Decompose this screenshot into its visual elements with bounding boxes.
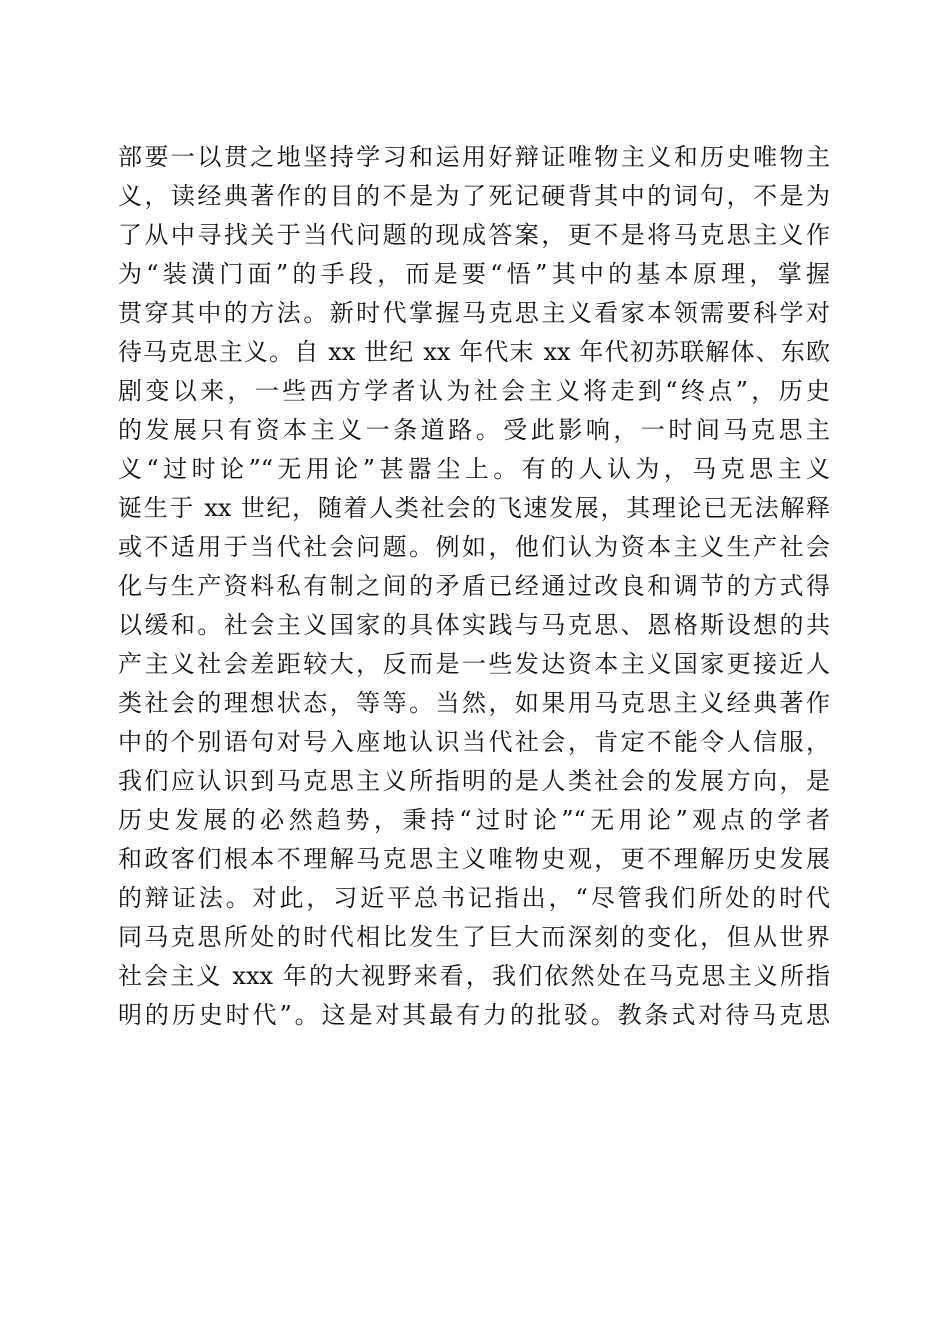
text-line: 明的历史时代”。这是对其最有力的批驳。教条式对待马克思: [118, 1001, 830, 1029]
text-line: 社会主义 xxx 年的大视野来看，我们依然处在马克思主义所指: [118, 962, 830, 990]
text-line: 贯穿其中的方法。新时代掌握马克思主义看家本领需要科学对: [118, 299, 830, 327]
text-line: 的辩证法。对此，习近平总书记指出，“尽管我们所处的时代: [118, 884, 830, 912]
body-paragraph: [118, 138, 830, 1035]
text-line: 的发展只有资本主义一条道路。受此影响，一时间马克思主: [118, 416, 830, 444]
text-line: 产主义社会差距较大，反而是一些发达资本主义国家更接近人: [118, 650, 830, 678]
text-line: 待马克思主义。自 xx 世纪 xx 年代末 xx 年代初苏联解体、东欧: [118, 338, 830, 366]
text-line: 部要一以贯之地坚持学习和运用好辩证唯物主义和历史唯物主: [118, 143, 830, 171]
text-line: 义，读经典著作的目的不是为了死记硬背其中的词句，不是为: [118, 182, 830, 210]
text-line: 类社会的理想状态，等等。当然，如果用马克思主义经典著作: [118, 689, 830, 717]
text-line: 或不适用于当代社会问题。例如，他们认为资本主义生产社会: [118, 533, 830, 561]
text-line: 诞生于 xx 世纪，随着人类社会的飞速发展，其理论已无法解释: [118, 494, 830, 522]
text-line: 了从中寻找关于当代问题的现成答案，更不是将马克思主义作: [118, 221, 830, 249]
text-line: 义“过时论”“无用论”甚嚣尘上。有的人认为，马克思主义: [118, 455, 830, 483]
text-line: 剧变以来，一些西方学者认为社会主义将走到“终点”，历史: [118, 377, 830, 405]
text-line: 以缓和。社会主义国家的具体实践与马克思、恩格斯设想的共: [118, 611, 830, 639]
text-line: 为“装潢门面”的手段，而是要“悟”其中的基本原理，掌握: [118, 260, 830, 288]
text-line: 中的个别语句对号入座地认识当代社会，肯定不能令人信服，: [118, 728, 830, 756]
text-line: 化与生产资料私有制之间的矛盾已经通过改良和调节的方式得: [118, 572, 830, 600]
text-line: 同马克思所处的时代相比发生了巨大而深刻的变化，但从世界: [118, 923, 830, 951]
text-line: 历史发展的必然趋势，秉持“过时论”“无用论”观点的学者: [118, 806, 830, 834]
text-line: 我们应认识到马克思主义所指明的是人类社会的发展方向，是: [118, 767, 830, 795]
text-line: 和政客们根本不理解马克思主义唯物史观，更不理解历史发展: [118, 845, 830, 873]
